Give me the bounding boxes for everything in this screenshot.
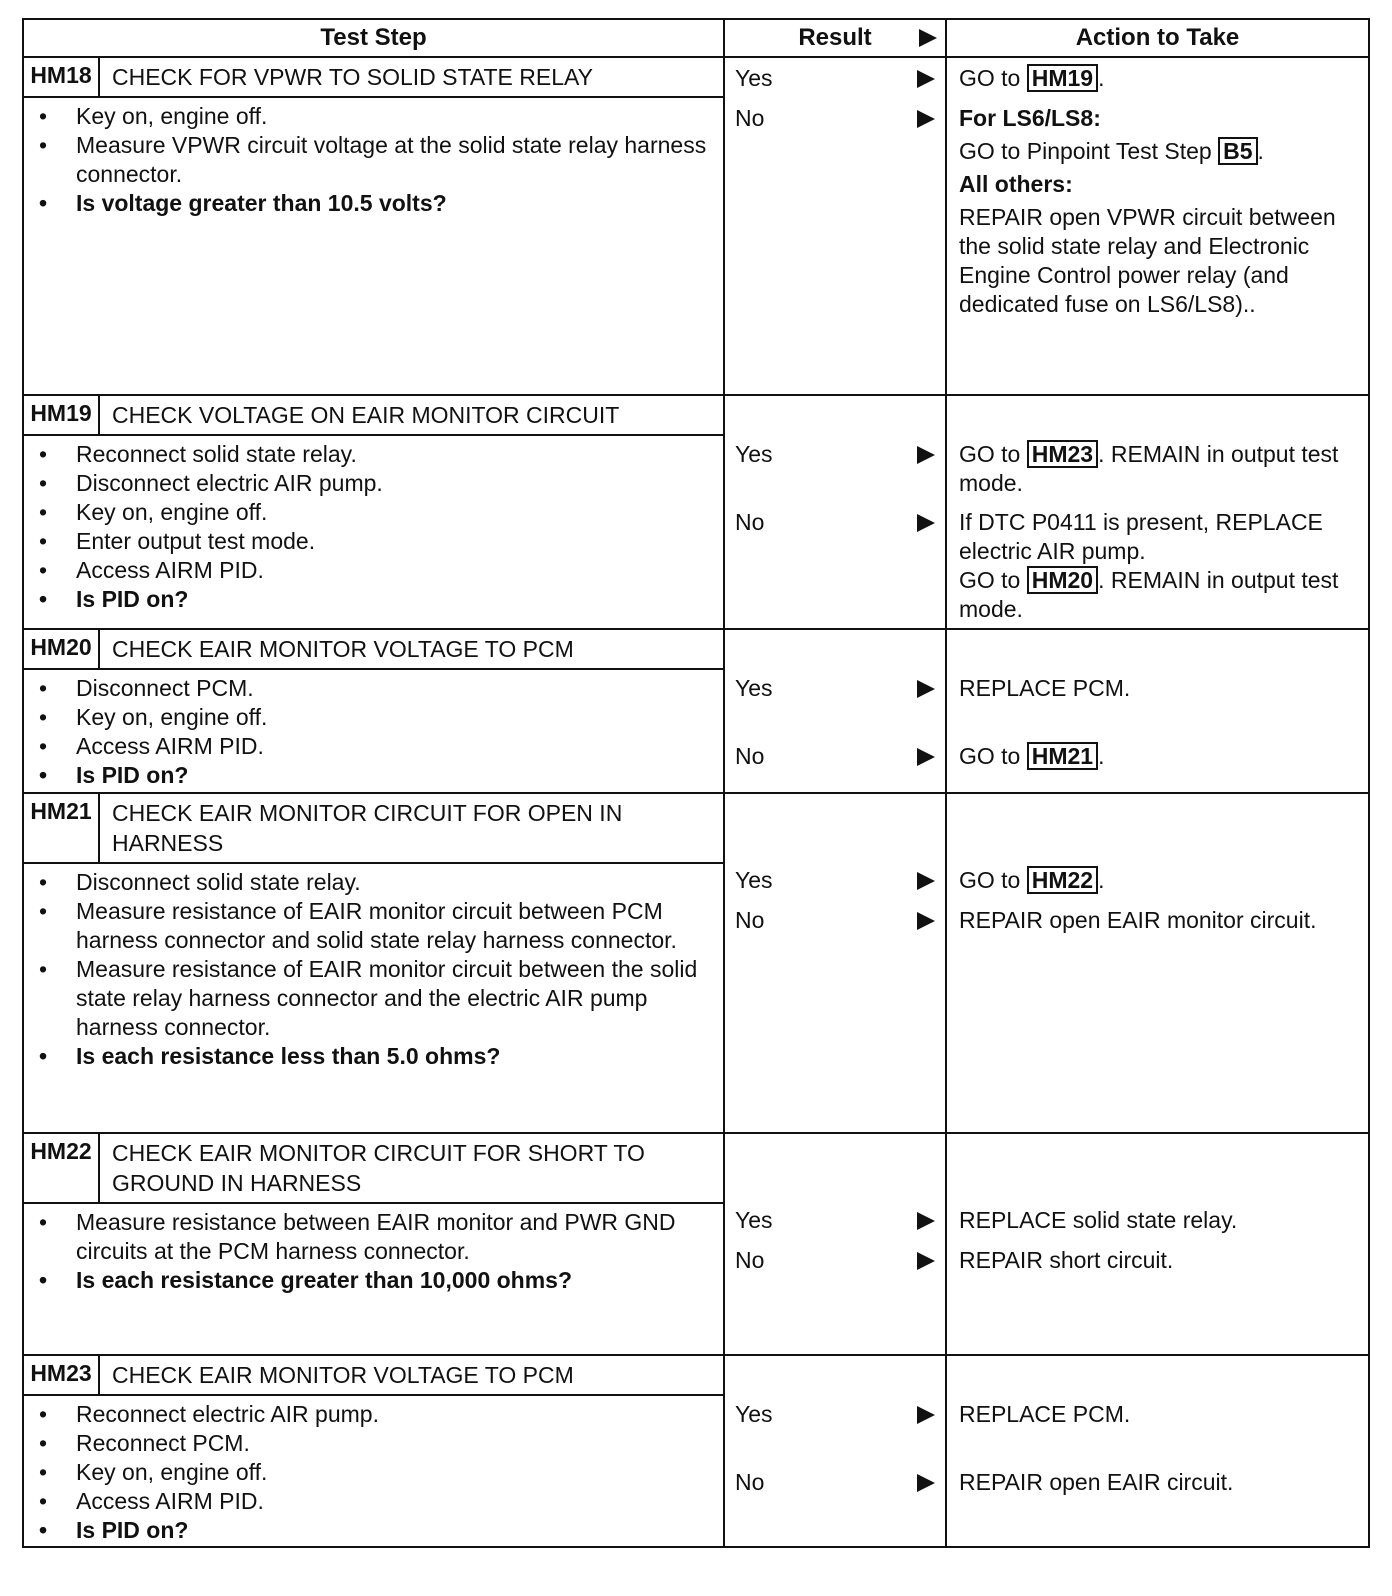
bullet-item: • Access AIRM PID. — [76, 1487, 713, 1516]
arrow-right-icon — [919, 29, 937, 47]
action-cell-hm20 — [946, 629, 1369, 793]
step-title-row-hm22 — [23, 1133, 1369, 1203]
result-cell-hm22 — [724, 1133, 946, 1355]
result-no-hm19 — [735, 508, 939, 537]
diagnostic-table-sheet — [22, 18, 1370, 1548]
arrow-right-icon — [917, 446, 935, 464]
result-no-label: No — [735, 105, 765, 131]
step-title-row-hm21 — [23, 793, 1369, 863]
step-bullets-hm23 — [24, 1396, 723, 1545]
arrow-right-icon — [917, 110, 935, 128]
result-cell-hm23 — [724, 1355, 946, 1547]
step-title-row-hm20 — [23, 629, 1369, 669]
result-yes-label: Yes — [735, 867, 773, 893]
result-yes-hm20 — [735, 674, 939, 703]
result-cell-hm21 — [724, 793, 946, 1133]
bullet-item: • Reconnect electric AIR pump. — [76, 1400, 713, 1429]
step-id-hm20: HM20 — [23, 629, 99, 669]
action-label-all-others: All others: — [959, 171, 1073, 197]
result-yes-label: Yes — [735, 1207, 773, 1233]
arrow-right-icon — [917, 70, 935, 88]
header-test-step: Test Step — [23, 19, 724, 57]
action-text: GO to — [959, 743, 1021, 769]
step-title-hm19: CHECK VOLTAGE ON EAIR MONITOR CIRCUIT — [99, 395, 724, 435]
arrow-right-icon — [917, 1212, 935, 1230]
step-title-row-hm18 — [23, 57, 1369, 97]
bullet-item: • Key on, engine off. — [76, 498, 713, 527]
step-reference-link[interactable]: HM19 — [1027, 64, 1098, 92]
step-title-hm22: CHECK EAIR MONITOR CIRCUIT FOR SHORT TO GROUND IN HARNESS — [99, 1133, 724, 1203]
step-question: • Is voltage greater than 10.5 volts? — [76, 189, 713, 218]
result-yes-hm22 — [735, 1206, 939, 1235]
step-title-hm23: CHECK EAIR MONITOR VOLTAGE TO PCM — [99, 1355, 724, 1395]
header-result — [724, 19, 946, 57]
table-header-row — [23, 19, 1369, 57]
bullet-item: • Reconnect PCM. — [76, 1429, 713, 1458]
action-cell-hm19 — [946, 395, 1369, 629]
bullet-item: • Disconnect electric AIR pump. — [76, 469, 713, 498]
arrow-right-icon — [917, 872, 935, 890]
bullet-item: • Reconnect solid state relay. — [76, 440, 713, 469]
result-yes-label: Yes — [735, 1401, 773, 1427]
step-question: • Is PID on? — [76, 1516, 713, 1545]
result-no-hm23 — [735, 1468, 939, 1497]
result-no-hm22 — [735, 1246, 939, 1275]
result-no-label: No — [735, 1469, 765, 1495]
action-cell-hm21 — [946, 793, 1369, 1133]
action-no-hm18 — [959, 104, 1362, 319]
step-question: • Is each resistance greater than 10,000 ohms? — [76, 1266, 713, 1295]
bullet-item: • Enter output test mode. — [76, 527, 713, 556]
header-result-label: Result — [798, 24, 872, 51]
result-no-hm18 — [735, 104, 939, 133]
step-title-row-hm19 — [23, 395, 1369, 435]
step-title-hm20: CHECK EAIR MONITOR VOLTAGE TO PCM — [99, 629, 724, 669]
bullet-item: • Key on, engine off. — [76, 1458, 713, 1487]
bullet-item: • Measure resistance of EAIR monitor circuit between PCM harness connector and solid state relay harness connector. — [76, 897, 713, 955]
header-action: Action to Take — [946, 19, 1369, 57]
step-body-hm23 — [23, 1395, 724, 1547]
action-cell-hm23 — [946, 1355, 1369, 1547]
action-cell-hm18 — [946, 57, 1369, 395]
result-no-label: No — [735, 907, 765, 933]
bullet-item: • Disconnect solid state relay. — [76, 868, 713, 897]
bullet-item: • Disconnect PCM. — [76, 674, 713, 703]
bullet-item: • Key on, engine off. — [76, 102, 713, 131]
step-reference-link[interactable]: HM23 — [1027, 440, 1098, 468]
bullet-item: • Measure resistance between EAIR monitor and PWR GND circuits at the PCM harness connector. — [76, 1208, 713, 1266]
result-yes-hm23 — [735, 1400, 939, 1429]
bullet-item: • Key on, engine off. — [76, 703, 713, 732]
arrow-right-icon — [917, 680, 935, 698]
step-body-hm19 — [23, 435, 724, 629]
result-cell-hm19 — [724, 395, 946, 629]
result-no-label: No — [735, 743, 765, 769]
step-question: • Is PID on? — [76, 585, 713, 614]
result-yes-hm18 — [735, 64, 939, 93]
arrow-right-icon — [917, 748, 935, 766]
step-question: • Is PID on? — [76, 761, 713, 790]
action-text: GO to — [959, 567, 1021, 593]
step-bullets-hm18 — [24, 98, 723, 218]
action-text: GO to — [959, 867, 1021, 893]
action-yes-hm18 — [959, 64, 1362, 93]
result-no-hm20 — [735, 742, 939, 771]
action-text: . — [1257, 138, 1264, 164]
step-id-hm21: HM21 — [23, 793, 99, 863]
step-title-row-hm23 — [23, 1355, 1369, 1395]
step-title-hm21: CHECK EAIR MONITOR CIRCUIT FOR OPEN IN HARNESS — [99, 793, 724, 863]
action-cell-hm22 — [946, 1133, 1369, 1355]
action-yes-hm19 — [959, 440, 1362, 498]
step-reference-link[interactable]: B5 — [1218, 137, 1257, 165]
step-id-hm19: HM19 — [23, 395, 99, 435]
result-cell-hm18 — [724, 57, 946, 395]
action-no-hm20 — [959, 742, 1362, 771]
result-no-hm21 — [735, 906, 939, 935]
arrow-right-icon — [917, 1474, 935, 1492]
action-yes-hm20: REPLACE PCM. — [959, 675, 1131, 701]
step-body-hm22 — [23, 1203, 724, 1355]
step-reference-link[interactable]: HM22 — [1027, 866, 1098, 894]
arrow-right-icon — [917, 1406, 935, 1424]
result-cell-hm20 — [724, 629, 946, 793]
result-yes-label: Yes — [735, 65, 773, 91]
result-yes-label: Yes — [735, 441, 773, 467]
arrow-right-icon — [917, 912, 935, 930]
action-text: . — [1098, 867, 1105, 893]
action-text: GO to Pinpoint Test Step — [959, 138, 1212, 164]
step-reference-link[interactable]: HM20 — [1027, 566, 1098, 594]
step-bullets-hm20 — [24, 670, 723, 790]
pinpoint-test-table — [22, 18, 1370, 1548]
step-bullets-hm22 — [24, 1204, 723, 1295]
arrow-right-icon — [917, 1252, 935, 1270]
action-text: REPAIR open VPWR circuit between the solid state relay and Electronic Engine Control power relay (and dedicated fuse on LS6/LS8).. — [959, 204, 1336, 317]
action-text: . REMAIN in output test mode. — [959, 441, 1339, 496]
step-title-hm18: CHECK FOR VPWR TO SOLID STATE RELAY — [99, 57, 724, 97]
step-bullets-hm19 — [24, 436, 723, 614]
bullet-item: • Access AIRM PID. — [76, 556, 713, 585]
result-yes-hm21 — [735, 866, 939, 895]
action-text: GO to — [959, 65, 1021, 91]
action-text: . — [1098, 65, 1105, 91]
step-body-hm20 — [23, 669, 724, 793]
bullet-item: • Measure VPWR circuit voltage at the solid state relay harness connector. — [76, 131, 713, 189]
step-reference-link[interactable]: HM21 — [1027, 742, 1098, 770]
action-label-ls6-ls8: For LS6/LS8: — [959, 105, 1101, 131]
result-no-label: No — [735, 509, 765, 535]
action-no-hm23: REPAIR open EAIR circuit. — [959, 1469, 1234, 1495]
step-question: • Is each resistance less than 5.0 ohms? — [76, 1042, 713, 1071]
action-text: . REMAIN in output test mode. — [959, 567, 1339, 622]
step-body-hm18 — [23, 97, 724, 395]
action-yes-hm21 — [959, 866, 1362, 895]
step-id-hm18: HM18 — [23, 57, 99, 97]
action-text: GO to — [959, 441, 1021, 467]
action-no-hm22: REPAIR short circuit. — [959, 1247, 1174, 1273]
result-yes-label: Yes — [735, 675, 773, 701]
result-no-label: No — [735, 1247, 765, 1273]
bullet-item: • Measure resistance of EAIR monitor circuit between the solid state relay harness connector and the electric AIR pump harness connector. — [76, 955, 713, 1042]
action-yes-hm23: REPLACE PCM. — [959, 1401, 1131, 1427]
step-body-hm21 — [23, 863, 724, 1133]
action-no-hm19 — [959, 508, 1362, 624]
action-yes-hm22: REPLACE solid state relay. — [959, 1207, 1238, 1233]
action-text: If DTC P0411 is present, REPLACE electric AIR pump. — [959, 509, 1323, 564]
action-text: . — [1098, 743, 1105, 769]
step-id-hm23: HM23 — [23, 1355, 99, 1395]
bullet-item: • Access AIRM PID. — [76, 732, 713, 761]
step-id-hm22: HM22 — [23, 1133, 99, 1203]
arrow-right-icon — [917, 514, 935, 532]
step-bullets-hm21 — [24, 864, 723, 1071]
action-no-hm21: REPAIR open EAIR monitor circuit. — [959, 907, 1317, 933]
result-yes-hm19 — [735, 440, 939, 469]
